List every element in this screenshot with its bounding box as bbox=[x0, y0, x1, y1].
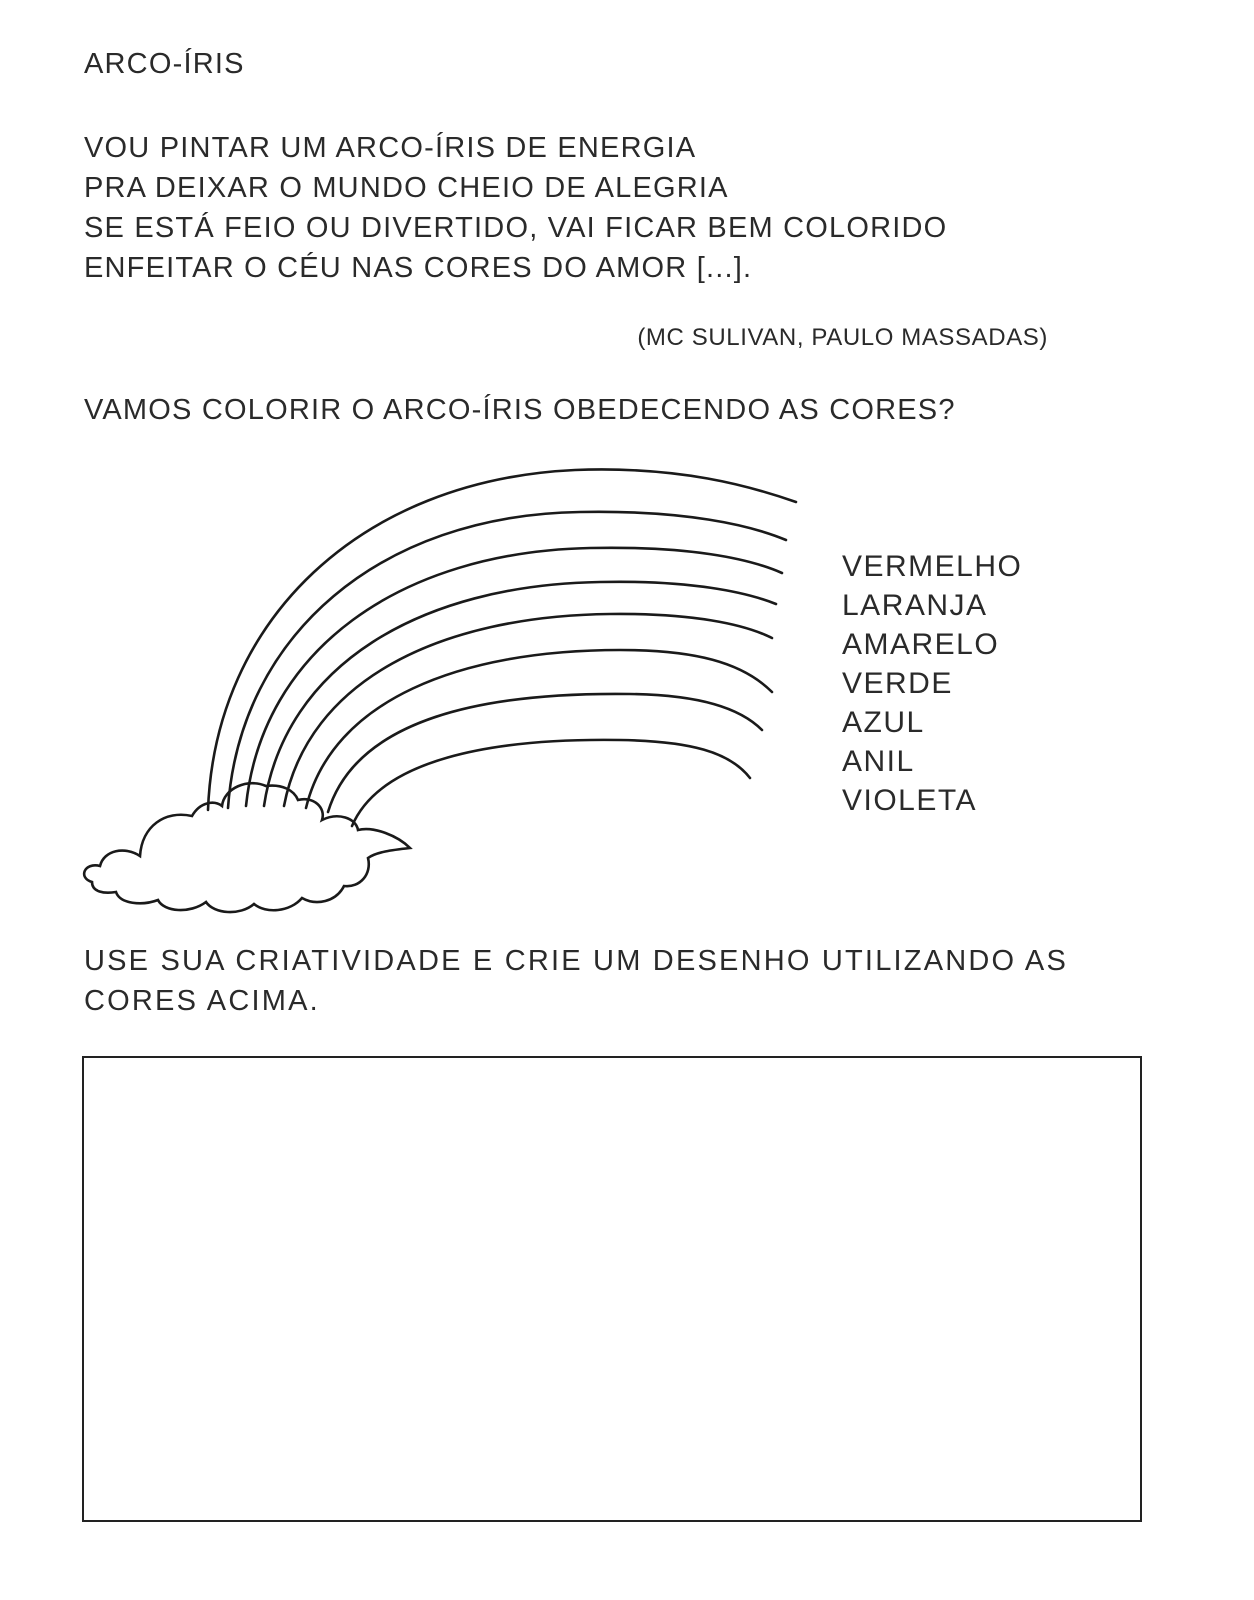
color-item-vermelho: VERMELHO bbox=[842, 550, 1023, 583]
drawing-instruction: USE SUA CRIATIVIDADE E CRIE UM DESENHO UTILIZANDO AS CORES ACIMA. bbox=[84, 945, 1069, 1017]
drawing-area-box[interactable] bbox=[82, 1056, 1142, 1522]
song-lyrics bbox=[84, 128, 947, 288]
color-item-amarelo: AMARELO bbox=[842, 628, 1000, 661]
rainbow-band-5-outline[interactable] bbox=[284, 614, 772, 806]
color-item-violeta: VIOLETA bbox=[842, 784, 977, 817]
color-item-verde: VERDE bbox=[842, 667, 953, 700]
color-item-azul: AZUL bbox=[842, 706, 925, 739]
worksheet-title: ARCO-ÍRIS bbox=[84, 48, 245, 80]
lyrics-line: PRA DEIXAR O MUNDO CHEIO DE ALEGRIA bbox=[84, 172, 729, 204]
rainbow-band-7-outline[interactable] bbox=[328, 694, 762, 812]
lyrics-line: VOU PINTAR UM ARCO-ÍRIS DE ENERGIA bbox=[84, 132, 697, 164]
rainbow-band-8-outline[interactable] bbox=[352, 740, 750, 826]
rainbow-colors-list bbox=[842, 547, 1022, 820]
lyrics-line: ENFEITAR O CÉU NAS CORES DO AMOR [...]. bbox=[84, 252, 753, 284]
rainbow-band-4-outline[interactable] bbox=[264, 582, 776, 806]
song-credit: (MC SULIVAN, PAULO MASSADAS) bbox=[637, 324, 1048, 351]
coloring-question: VAMOS COLORIR O ARCO-ÍRIS OBEDECENDO AS CORES? bbox=[84, 394, 956, 426]
color-item-anil: ANIL bbox=[842, 745, 915, 778]
rainbow-drawing[interactable] bbox=[0, 440, 1254, 920]
lyrics-line: SE ESTÁ FEIO OU DIVERTIDO, VAI FICAR BEM COLORIDO bbox=[84, 212, 948, 244]
color-item-laranja: LARANJA bbox=[842, 589, 988, 622]
